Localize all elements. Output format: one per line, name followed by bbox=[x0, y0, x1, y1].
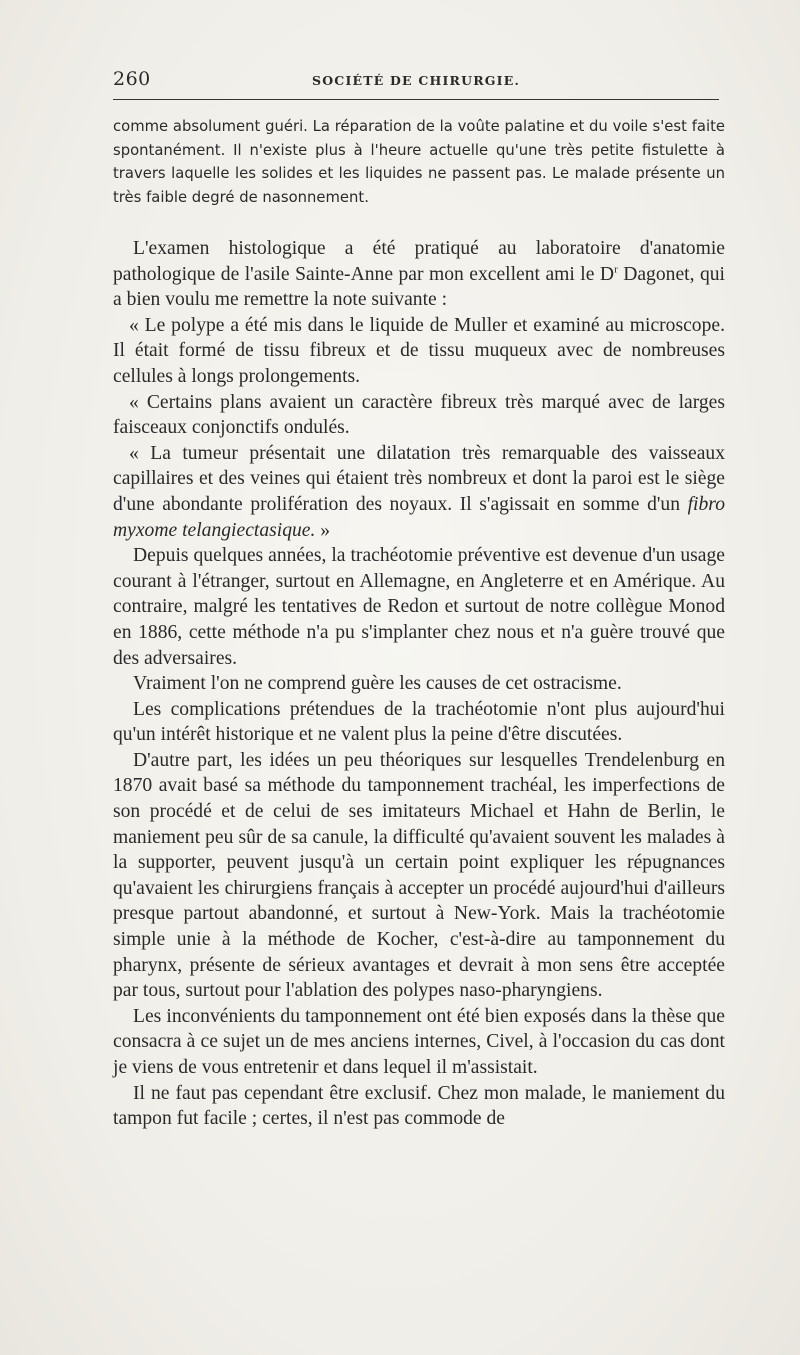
page-number: 260 bbox=[113, 68, 151, 90]
superscript: r bbox=[614, 263, 618, 276]
header-rule bbox=[113, 99, 719, 100]
running-head: SOCIÉTÉ DE CHIRURGIE. bbox=[311, 73, 521, 88]
main-text-block bbox=[113, 236, 725, 1132]
italic-diagnosis: fibro myxome telangiectasique. bbox=[113, 493, 725, 541]
paragraph-inconvenients: Les inconvénients du tamponnement ont été bien exposés dans la thèse que consacra à ce sujet un de mes anciens internes, Civel, à l'occasion du cas dont je viens de vous entretenir et dans lequel il m'assistait. bbox=[113, 1005, 725, 1078]
paragraph-ostracisme: Vraiment l'on ne comprend guère les causes de cet ostracisme. bbox=[133, 673, 622, 695]
paragraph-exclusif: Il ne faut pas cependant être exclusif. Chez mon malade, le maniement du tampon fut facile ; certes, il n'est pas commode de bbox=[113, 1082, 725, 1130]
page-header bbox=[113, 64, 719, 100]
paragraph-quote-plans: « Certains plans avaient un caractère fibreux très marqué avec de larges faisceaux conjonctifs ondulés. bbox=[113, 391, 725, 439]
paragraph-complications: Les complications prétendues de la trachéotomie n'ont plus aujourd'hui qu'un intérêt historique et ne valent plus la peine d'être discutées. bbox=[113, 698, 725, 746]
paragraph-tracheotomie: Depuis quelques années, la trachéotomie préventive est devenue d'un usage courant à l'étranger, surtout en Allemagne, en Angleterre et en Amérique. Au contraire, malgré les tentatives de Redon et surtout de notre collègue Monod en 1886, cette méthode n'a pu s'implanter chez nous et n'a guère trouvé que des adversaires. bbox=[113, 545, 725, 669]
paragraph-text: Dagonet, qui a bien voulu me remettre la note suivante : bbox=[113, 263, 725, 311]
paragraph-text: » bbox=[315, 519, 331, 541]
paragraph-text: L'examen histologique a été pratiqué au laboratoire d'anatomie pathologique de l'asile Sainte-Anne par mon excellent ami le D bbox=[113, 238, 725, 285]
paragraph-quote-polype: « Le polype a été mis dans le liquide de Muller et examiné au microscope. Il était formé de tissu fibreux et de tissu muqueux avec de nombreuses cellules à longs prolongements. bbox=[113, 314, 725, 387]
paragraph-text: « La tumeur présentait une dilatation très remarquable des vaisseaux capillaires et des veines qui étaient très nombreux et dont la paroi est le siège d'une abondante prolifération des noyaux. Il s'agissait en somme d'un bbox=[113, 442, 725, 515]
small-paragraph: comme absolument guéri. La réparation de la voûte palatine et du voile s'est faite spontanément. Il n'existe plus à l'heure actuelle qu'une très petite fistulette à travers laquelle les solides et les liquides ne passent pas. Le malade présente un très faible degré de nasonnement. bbox=[113, 118, 725, 206]
paragraph-trendelenburg: D'autre part, les idées un peu théoriques sur lesquelles Trendelenburg en 1870 avait basé sa méthode du tamponnement trachéal, les imperfections de son procédé et de celui de ses imitateurs Michael et Hahn de Berlin, le maniement peu sûr de sa canule, la difficulté qu'avaient souvent les malades à la supporter, peuvent jusqu'à un certain point expliquer les répugnances qu'avaient les chirurgiens français à accepter un procédé aujourd'hui d'ailleurs presque partout abandonné, et surtout à New-York. Mais la trachéotomie simple unie à la méthode de Kocher, c'est-à-dire au tamponnement du pharynx, présente de sérieux avantages et devrait à mon sens être acceptée par tous, surtout pour l'ablation des polypes naso-pharyngiens. bbox=[113, 749, 725, 1002]
paragraph-quote-tumeur bbox=[113, 441, 725, 543]
small-print-block bbox=[113, 115, 725, 209]
paragraph-histology-intro bbox=[113, 236, 725, 313]
